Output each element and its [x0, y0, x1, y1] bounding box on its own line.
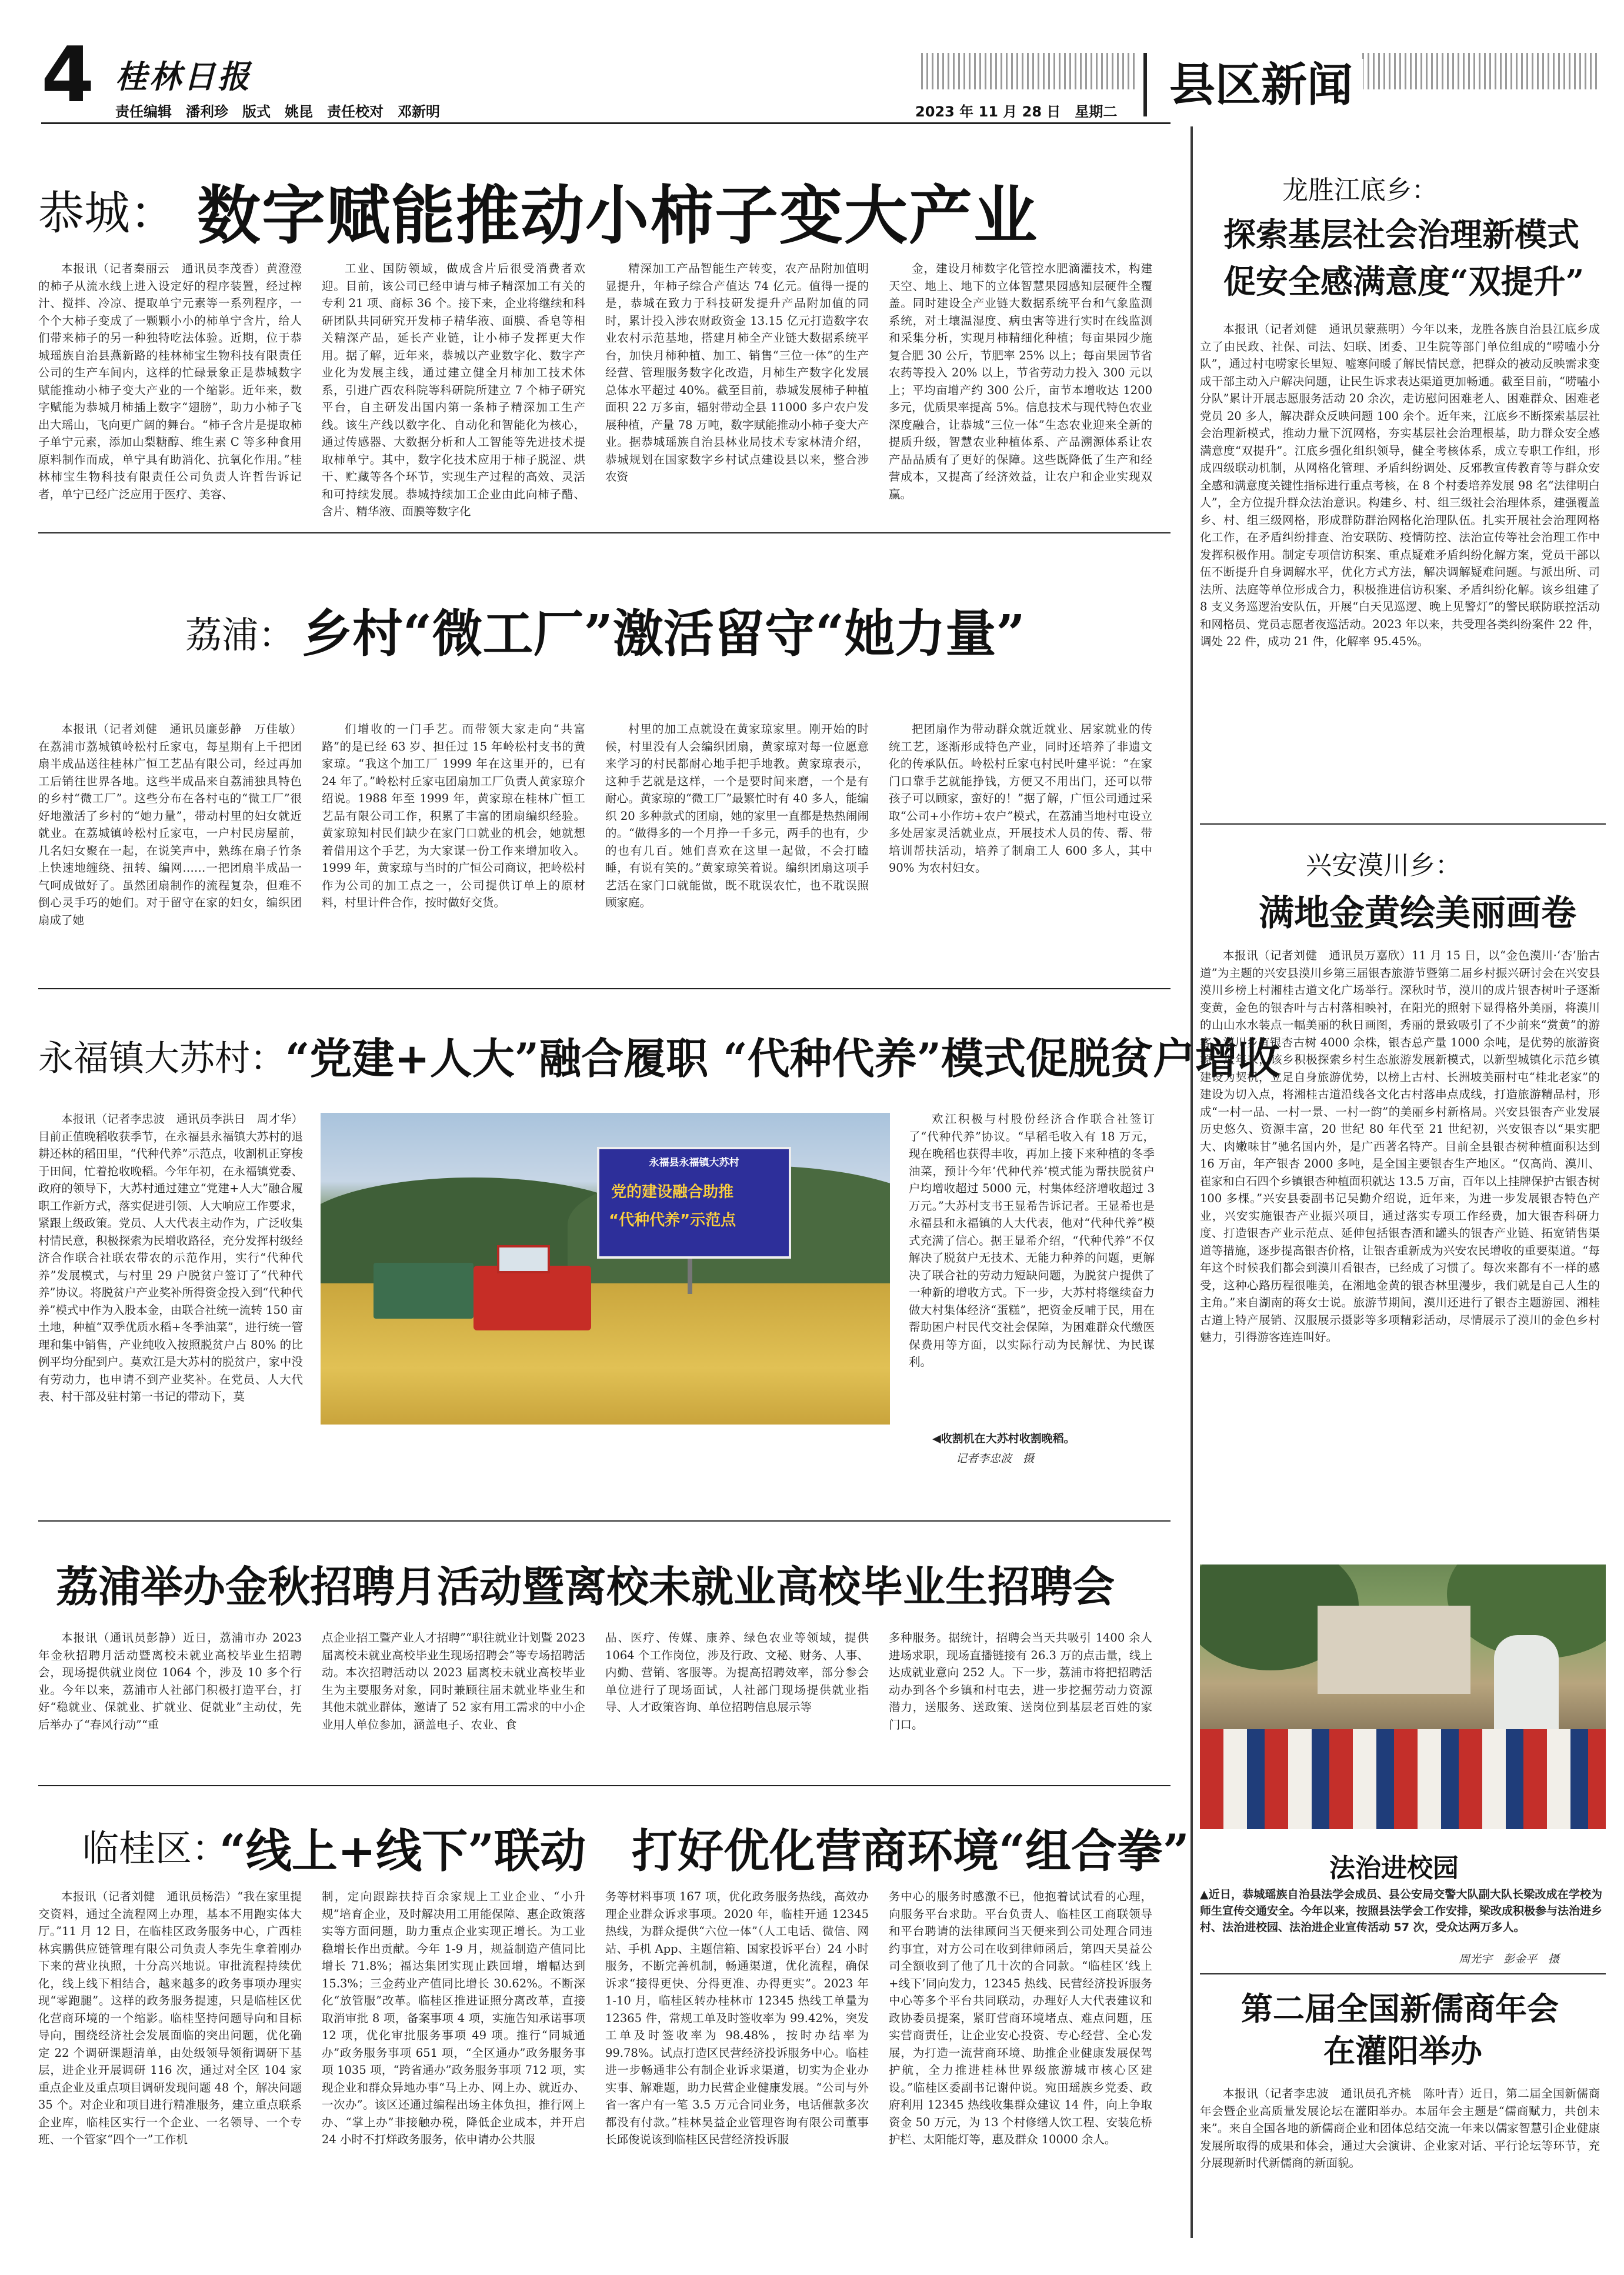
building-shape	[1318, 1606, 1470, 1694]
issue-date: 2023 年 11 月 28 日 星期二	[915, 104, 1118, 120]
header-stripes-right	[1362, 53, 1598, 89]
article-col-4: 多种服务。据统计，招聘会当天共吸引 1400 余人进场求职，现场直播链接有 26.3 万的点击量，线上达成就业意向 252 人。下一步，荔浦市将把招聘活动办到各个乡镇和村屯去，进一步挖掘劳动力资源潜力，送服务、送政策、送岗位到基层老百姓的家门口。	[889, 1631, 1152, 1732]
paper-name: 桂林日报	[115, 58, 252, 95]
article-place: 龙胜江底乡：	[1282, 175, 1438, 205]
article-divider	[38, 988, 1171, 989]
crowd-shape	[1200, 1729, 1606, 1829]
article-headline: 荔浦举办金秋招聘月活动暨离校未就业高校毕业生招聘会	[56, 1562, 1115, 1612]
section-title: 县区新闻	[1159, 59, 1363, 112]
article-divider	[38, 1520, 1171, 1522]
article-headline: 在灌阳举办	[1323, 2032, 1482, 2070]
school-photo	[1200, 1565, 1606, 1829]
article-col-3: 村里的加工点就设在黄家琼家里。刚开始的时候，村里没有人会编织团扇，黄家琼对每一位愿意来学习的村民都耐心地手把手地教。黄家琼表示，这种手艺就是这样，一个是要时间来磨，一个是有耐心。黄家琼的“微工厂”最繁忙时有 40 多人，能编织 20 多种款式的团扇，她的家里一直都是热热闹闹的。“做得多的一个月挣一千多元，两手的也有，少的也有几百。她们喜欢在这里一起做，不会打瞌睡，有说有笑的。”黄家琼笑着说。编织团扇这项手艺活在家门口就能做，既不耽误农忙，也不耽误照顾家庭。	[605, 722, 869, 909]
article-headline: 满地金黄绘美丽画卷	[1259, 893, 1576, 934]
article-headline: 乡村“微工厂”激活留守“她力量”	[302, 604, 1025, 663]
article-place: 荔浦：	[185, 613, 295, 656]
billboard-pole	[688, 1259, 692, 1294]
photo-credit: 周光宇 彭金平 摄	[1459, 1953, 1560, 1966]
article-body: 本报讯（记者刘健 通讯员蒙燕明）今年以来，龙胜各族自治县江底乡成立了由民政、社保、司法、妇联、团委、卫生院等部门单位组成的“唠嗑小分队”，通过村屯唠家长里短、嘘寒问暖了解民情民意，把群众的被动反映需求变成干部主动入户解决问题，让民生诉求表达渠道更加畅通。截至目前，“唠嗑小分队”累计开展志愿服务活动 20 余次，走访慰问困难老人、困难群众、困难老党员 20 多人，解决群众反映问题 100 余个。近年来，江底乡不断探索基层社会治理新模式，推动力量下沉网格，夯实基层社会治理根基，助力群众安全感满意度“双提升”。江底乡强化组织领导，健全考核体系，成立专职工作组，形成四级联动机制，从网格化管理、矛盾纠纷调处、反邪教宣传教育等与群众安全感和满意度关键性指标进行重点考核，在 8 个村委培养发展 98 名“法律明白人”，全方位提升群众法治意识。构建乡、村、组三级社会治理体系，建强覆盖乡、村、组三级网格，形成群防群治网格化治理队伍。扎实开展社会治理网格化工作，在矛盾纠纷排查、治安联防、疫情防控、法治宣传等社会治理工作中发挥积极作用。制定专项信访积案、重点疑难矛盾纠纷化解方案，党员干部以伍不断提升自身调解水平，优化方式方法，解决调解疑难问题。与派出所、司法所、法庭等单位形成合力，积极推进信访积案、矛盾纠纷化解。该乡组建了 8 支义务巡逻治安队伍，开展“白天见巡逻、晚上见警灯”的警民联防联控活动和网格员、党员志愿者夜巡活动。2023 年以来，共受理各类纠纷案件 22 件，调处 22 件，成功 21 件，化解率 95.45%。	[1200, 322, 1600, 648]
article-headline: 促安全感满意度“双提升”	[1223, 262, 1585, 301]
masthead	[0, 0, 1624, 126]
article-headline: 第二届全国新儒商年会	[1241, 1990, 1559, 2027]
article-dasu-village	[38, 994, 1280, 1547]
page-credits: 责任编辑 潘利珍 版式 姚昆 责任校对 邓新明	[115, 104, 440, 120]
article-place: 临桂区：	[82, 1827, 229, 1870]
article-headline: 数字赋能推动小柿子变大产业	[197, 179, 1039, 253]
article-col-3: 精深加工产品智能生产转变，农产品附加值明显提升，年柿子综合产值达 74 亿元。值得一提的是，恭城在致力于科技研发提升产品附加值的同时，累计投入涉农财政资金 13.15 亿元打造数字农业农村示范基地，搭建月柿全产业链大数据系统平台，加快月柿种植、加工、销售“三位一体”的生产经营、管理服务数字化改造，月柿生产数字化发展总体水平超过 40%。截至目前，恭城发展柿子种植面积 22 万多亩，辐射带动全县 11000 多户农户发展种植，产量 78 万吨，数字赋能推动小柿子变大产业。据恭城瑶族自治县林业局技术专家林清介绍，恭城规划在国家数字乡村试点建设县以来，整合涉农资	[605, 262, 869, 483]
article-col-1: 本报讯（记者李忠波 通讯员李洪日 周才华）目前正值晚稻收获季节，在永福县永福镇大苏村的退耕还林的稻田里，“代种代养”示范点，收割机正穿梭于田间，忙着抢收晚稻。今年年初，在永福镇党委、政府的领导下，大苏村通过建立“党建+人大”融合履职工作新方式，落实促进引领、人大响应工作要求，紧跟上级政策。党员、人大代表主动作为，广泛收集村情民意，积极探索为民增收路径，充分发挥村级经济合作联合社联农带农的示范作用，实行“代种代养”发展模式，与村里 29 户脱贫户签订了“代种代养”协议。将脱贫户产业奖补所得资金投入到“代种代养”模式中作为入股本金，由联合社统一流转 150 亩土地，种植“双季优质水稻+冬季油菜”，进行统一管理和集中销售，产业纯收入按照脱贫户占 80% 的比例平均分配到户。莫欢江是大苏村的脱贫户，家中没有劳动力，也申请不到产业奖补。在党员、人大代表、村干部及驻村第一书记的带动下，莫	[38, 1112, 303, 1403]
article-col-4: 金，建设月柿数字化管控水肥滴灌技术，构建天空、地上、地下的立体智慧果园感知层硬件全覆盖。同时建设全产业链大数据系统平台和气象监测系统，对土壤温湿度、病虫害等进行实时在线监测和采集分析，实现月柿精细化种植；每亩果园少施复合肥 30 公斤，节肥率 25% 以上；每亩果园节省农药等投入 20% 以上，节省劳动力投入 300 元以上；平均亩增产约 300 公斤，亩节本增收达 1200 多元，优质果率提高 5%。信息技术与现代特色农业深度融合，让恭城“三位一体”生态农业迎来全新的提质升级，智慧农业种植体系、产品溯源体系让农产品品质有了更好的保障。这些既降低了生产和经营成本，又提高了经济效益，让农户和企业实现双赢。	[889, 262, 1152, 501]
photo-credit: 记者李忠波 摄	[956, 1452, 1035, 1465]
article-divider	[38, 1785, 1171, 1786]
article-col-3: 务等材料事项 167 项，优化政务服务热线，高效办理企业群众诉求事项。2020 年，临桂开通 12345 热线，为群众提供“六位一体”（人工电话、微信、网站、手机 App、主题信箱、国家投诉平台）24 小时服务，不断完善机制，畅通渠道，优化流程，确保诉求“接得更快、分得更准、办得更实”。2023 年 1-10 月，临桂区转办桂林市 12345 热线工单量为 12365 件，常规工单及时签收率为 99.42%，突发工单及时签收率为 98.48%，按时办结率为 99.78%。试点打造区民营经济投诉服务中心。临桂进一步畅通非公有制企业诉求渠道，切实为企业办实事、解难题，助力民营企业健康发展。“公司与外省一客户有一笔 3.5 万元合同业务，电话催款多次都没有付款。”桂林昊益企业管理咨询有限公司董事长邱俊说该到临桂区民营经济投诉服	[605, 1890, 869, 2146]
article-divider	[38, 532, 1171, 533]
harvest-photo	[321, 1113, 890, 1425]
section-bar	[1143, 53, 1147, 116]
article-divider	[1200, 1973, 1606, 1974]
article-col-4: 把团扇作为带动群众就近就业、居家就业的传统工艺，逐渐形成特色产业，同时还培养了非遗文化的传承队伍。岭松村丘家屯村民叶建平说：“在家门口靠手艺就能挣钱，方便又不用出门，还可以带孩子可以顾家，蛮好的！”据了解，广恒公司通过采取“公司+小作坊+农户”模式，在荔浦当地村屯设立多处居家灵活就业点，开展技术人员的传、帮、带培训帮扶活动，培养了制扇工人 600 多人，其中 90% 为农村妇女。	[889, 722, 1152, 875]
article-col-2: 工业、国防领域，做成含片后很受消费者欢迎。目前，该公司已经申请与柿子精深加工有关的专利 21 项、商标 36 个。接下来，企业将继续和科研团队共同研究开发柿子精华液、面膜、香皂等相关精深产品，延长产业链，让小柿子发挥更大作用。据了解，近年来，恭城以产业数字化、数字产业化为发展主线，通过建立健全月柿加工技术体系，引进广西农科院等科研院所建立 7 个柿子研究平台，自主研发出国内第一条柿子精深加工生产线。该生产线以数字化、自动化和智能化为核心，通过传感器、大数据分析和人工智能等先进技术提取柿单宁。其中，数字化技术应用于柿子脱涩、烘干、贮藏等各个环节，实现生产过程的高效、灵活和可持续发展。恭城持续加工企业由此向柿子醋、含片、精华液、面膜等数字化	[322, 262, 585, 518]
article-col-1: 本报讯（记者刘健 通讯员廉彭静 万佳敏）在荔浦市荔城镇岭松村丘家屯，每星期有上千把团扇半成品送往桂林广恒工艺品有限公司，经过再加工后销往世界各地。这些半成品来自荔浦独具特色的乡村“微工厂”。这些分布在各村屯的“微工厂”很好地激活了乡村的“她力量”，带动村里的妇女就近就业。在荔城镇岭松村丘家屯，一户村民房屋前，几名妇女聚在一起，在说笑声中，熟练在扇子竹条上快速地缠绕、扭转、编网……一把团扇半成品一气呵成做好了。虽然团扇制作的流程复杂，但难不倒心灵手巧的她们。对于留守在家的妇女，编织团扇成了她	[38, 722, 302, 927]
article-lingui	[38, 1791, 1189, 2261]
article-body: 本报讯（记者李忠波 通讯员孔齐桃 陈叶青）近日，第二届全国新儒商年会暨企业高质量发展论坛在灌阳举办。本届年会主题是“儒商赋力，共创未来”。来自全国各地的新儒商企业和团体总结交流一年来以儒家智慧引企业健康发展所取得的成果和体会，通过大会演讲、企业家对话、平行论坛等环节，充分展现新时代新儒商的新面貌。	[1200, 2087, 1600, 2170]
article-headline: 探索基层社会治理新模式	[1223, 215, 1580, 253]
article-col-1: 本报讯（记者刘健 通讯员杨浩）“我在家里提交资料，通过全流程网上办理，基本不用跑实体大厅。”11 月 12 日，在临桂区政务服务中心，广西桂林宾鹏供应链管理有限公司负责人李先生拿着刚办下来的营业执照，十分高兴地说。审批流程持续优化，线上线下相结合，越来越多的政务事项办理实现“零跑腿”。这样的政务服务提速，只是临桂区优化营商环境的一个缩影。临桂坚持问题导向和目标导向，围绕经济社会发展面临的突出问题，优化确定 22 个调研课题清单，由处级领导领衔调研下基层，进企业开展调研 116 次，通过对全区 104 家重点企业及重点项目调研发现问题 48 个，解决问题 35 个。对企业和项目进行精准服务，建立重点联系企业库，临桂区实行一个企业、一名领导、一个专班、一个管家“四个一”工作机	[38, 1890, 302, 2146]
photo-caption: ◀收割机在大苏村收割晚稻。	[932, 1432, 1075, 1445]
billboard-line-1: 党的建设融合助推	[611, 1183, 734, 1201]
harvester-shape	[473, 1266, 591, 1330]
article-col-2: 制，定向跟踪扶持百余家规上工业企业、“小升规”培育企业，及时解决用工用能保障、惠企政策落实等方面问题，助力重点企业实现正增长。为工业稳增长作出贡献。今年 1-9 月，规益制造产值同比增长 71.8%；福达集团实现止跌回增，增幅达到 15.3%；三金药业产值同比增长 30.62%。不断深化“放管服”改革。临桂区推进证照分离改革，直接取消审批 8 项，备案事项 4 项，实施告知承诺事项 12 项，优化审批服务事项 49 项。推行“同城通办”政务服务事项 651 项，“全区通办”政务服务事项 1035 项，“跨省通办”政务服务事项 712 项，实现企业和群众异地办事“马上办、网上办、就近办、一次办”。该区还通过编程出场主体负担，推行网上办、“掌上办”非接触办税，降低企业成本，并开启 24 小时不打烊政务服务，依申请办公共服	[322, 1890, 585, 2146]
page-number: 4	[41, 30, 95, 119]
article-col-2: 点企业招工暨产业人才招聘”“职往就业计划暨 2023 届离校未就业高校毕业生现场招聘会”等专场招聘活动。本次招聘活动以 2023 届离校未就业高校毕业生为主要服务对象，同时兼顾往届未就业毕业生和其他未就业群体，邀请了 52 家有用工需求的中小企业用人单位参加，涵盖电子、农业、食	[322, 1631, 585, 1732]
billboard-line-2: “代种代养”示范点	[609, 1212, 736, 1229]
article-lipu-workshop	[38, 541, 1168, 953]
harvester-cab	[497, 1245, 550, 1273]
article-col-3: 品、医疗、传媒、康养、绿色农业等领域，提供 1064 个工作岗位，涉及行政、文秘、财务、人事、内勤、营销、客服等。为提高招聘效率，部分参会单位进行了现场面试，人社部门现场提供就业指导、人才政策咨询、单位招聘信息展示等	[605, 1631, 869, 1714]
article-gongcheng	[38, 153, 1168, 529]
article-col-1: 本报讯（记者秦丽云 通讯员李茂香）黄澄澄的柿子从流水线上进入设定好的程序装置，经过榨汁、搅拌、冷凉、提取单宁元素等一系列程序，一个个大柿子变成了一颗颗小小的柿单宁含片，给人们带来柿子的另一种独特吃法体验。近期，位于恭城瑶族自治县燕新路的桂林柿宝生物科技有限责任公司的生产车间内，这样的忙碌景象正是恭城数字赋能推动小柿子变大产业的一个缩影。近年来，数字赋能为恭城月柿插上数字“翅膀”，助力小柿子飞出大瑶山，飞向更广阔的舞台。“柿子含片是提取柿子单宁元素，添加山梨糖醇、维生素 C 等多种食用原料制作而成，单宁具有助消化、抗氧化作用。”桂林柿宝生物科技有限责任公司负责人许哲告诉记者，单宁已经广泛应用于医疗、美容、	[38, 262, 302, 501]
article-lipu-jobfair	[38, 1526, 1168, 1785]
photo-title: 法治进校园	[1329, 1853, 1459, 1883]
billboard	[597, 1147, 791, 1259]
article-col-1: 本报讯（通讯员彭静）近日，荔浦市办 2023 年金秋招聘月活动暨离校未就业高校毕业生招聘会，现场提供就业岗位 1064 个，涉及 10 多个行业。今年以来，荔浦市人社部门积极打造平台，打好“稳就业、保就业、扩就业、促就业”主动仗，先后举办了“春风行动”“重	[38, 1631, 302, 1732]
photo-caption: ▲近日，恭城瑶族自治县法学会成员、县公安局交警大队副大队长梁改成在学校为师生宣传交通安全。今年以来，按照县法学会工作安排，梁改成积极参与法治进乡村、法治进校园、法治进企业宣传活动 57 次，受众达两万多人。	[1200, 1888, 1602, 1934]
masthead-rule	[41, 122, 1171, 124]
article-col-2: 欢江积极与村股份经济合作联合社签订了“代种代养”协议。“早稻毛收入有 18 万元，现在晚稻也获得丰收，再加上接下来种植的冬季油菜，预计今年‘代种代养’模式能为帮扶脱贫户户均增收超过 5000 元，村集体经济增收超过 3 万元。”大苏村支书王显希告诉记者。王显希也是永福县和永福镇的人大代表，他对“代种代养”模式充满了信心。据王显希介绍，“代种代养”不仅解决了脱贫户无技术、无能力种养的问题，更解决了联合社的劳动力短缺问题，为脱贫户提供了一种新的增收方式。下一步，大苏村将继续奋力做大村集体经济“蛋糕”，把资金反哺于民，用在帮助困户村民代交社会保障，为困难群众代缴医保费用等方面，以实际行动为民解忧、为民谋利。	[909, 1112, 1155, 1369]
article-col-2: 们增收的一门手艺。而带领大家走向“共富路”的是已经 63 岁、担任过 15 年岭松村支书的黄家琼。“我这个加工厂 1999 年在这里开的，已有 24 年了。”岭松村丘家屯团扇加工厂负责人黄家琼介绍说。1988 年至 1999 年，黄家琼在桂林广恒工艺品有限公司工作，积累了丰富的团扇编织经验。黄家琼知村民们缺少在家门口就业的机会，她就想着借用这个手艺，为大家谋一份工作来增加收入。1999 年，黄家琼与当时的广恒公司商议，把岭松村作为公司的加工点之一，公司提供订单上的原材料，村里计件合作，按时做好交货。	[322, 722, 585, 909]
truck-shape	[374, 1263, 473, 1319]
article-place: 兴安漠川乡：	[1306, 850, 1461, 880]
billboard-top: 永福县永福镇大苏村	[649, 1157, 739, 1169]
article-place: 永福镇大苏村：	[38, 1038, 285, 1079]
article-col-4: 务中心的服务时感激不已，他抱着试试看的心理，向服务平台求助。平台负责人、临桂区工商联领导和平台聘请的法律顾问当天便来到公司处理合同违约事宜，对方公司在收到律师函后，第四天昊益公司全额收到了他了几十次的合同款。“临桂区‘线上+线下’同向发力，12345 热线、民营经济投诉服务中心等多个平台共同联动，办理好人大代表建议和政协委员提案，紧盯营商环境堵点、难点问题，压实营商责任，让企业安心投资、专心经营、全心发展，为打造一流营商环境、助推企业健康发展保驾护航，全力推进桂林世界级旅游城市核心区建设。”临桂区委副书记谢仲说。宛田瑶族乡党委、政府利用 12345 热线收集群众建议 14 件，向上争取资金 50 万元，为 13 个村修缮人饮工程、安装危桥护栏、太阳能灯等，惠及群众 10000 余人。	[889, 1890, 1152, 2146]
sidebar-divider	[1191, 126, 1193, 2238]
sidebar	[1200, 126, 1606, 2256]
article-divider	[1200, 823, 1606, 825]
article-headline: “党建+人大”融合履职 “代种代养”模式促脱贫户增收	[285, 1033, 1280, 1083]
article-place: 恭城：	[38, 187, 176, 240]
header-stripes	[921, 53, 1136, 89]
article-headline: “线上+线下”联动 打好优化营商环境“组合拳”	[219, 1824, 1189, 1878]
article-body: 本报讯（记者刘健 通讯员万嘉欣）11 月 15 日，以“金色漠川·‘杏’胎古道”为主题的兴安县漠川乡第三届银杏旅游节暨第二届乡村振兴研讨会在兴安县漠川乡榜上村湘桂古道文化广场举行。深秋时节，漠川的成片银杏树叶子逐渐变黄，金色的银杏叶与古村落相映衬，在阳光的照射下显得格外美丽，将漠川的山山水水装点一幅美丽的秋日画图，秀丽的景致吸引了不少前来“赏黄”的游客。漠川乡有银杏古树 4000 余株，银杏总产量 1000 余吨，是优势的旅游资源。近年来，该乡积极探索乡村生态旅游发展新模式，以新型城镇化示范乡镇建设为契机，立足自身旅游优势，以榜上古村、长洲坡美丽村屯“桂北老家”的建设为切入点，将湘桂古道沿线各文化古村落串点成线，打造旅游精品村，形成“一村一品、一村一景、一村一韵”的美丽乡村新格局。兴安县银杏产业发展历史悠久、资源丰富，20 世纪 80 年代至 21 世纪初，兴安银杏以“果实肥大、肉嫩味甘”驰名国内外，是广西著名特产。目前全县银杏树种植面积达到 16 万亩，年产银杏 2000 多吨，是全国主要银杏生产地区。“仅高尚、漠川、崔家和白石四个乡镇银杏种植面积就达 13.5 万亩，百年以上挂牌保护古银杏树 100 多棵。”兴安县委副书记吴勤介绍说，近年来，为进一步发展银杏特色产业，兴安实施银杏产业振兴项目，通过落实专项工作经费，加大银杏科研力度、打造银杏产业示范点、延伸包括银杏酒和罐头的银杏产业链、拓宽销售渠道等措施，逐步提高银杏价格，让银杏重新成为兴安农民增收的重要渠道。“每年这个时候我们都会到漠川看银杏，已经成了习惯了。每次来都有不一样的感受，这种心路历程很唯美，在湘地金黄的银杏林里漫步，我们就是自己人生的主角。”来自湖南的蒋女士说。旅游节期间，漠川还进行了银杏主题游园、湘桂古道上特产展销、汉服展示摄影等多项精彩活动，尽情展示了漠川的金色乡村魅力，引得游客连连叫好。	[1200, 949, 1600, 1344]
